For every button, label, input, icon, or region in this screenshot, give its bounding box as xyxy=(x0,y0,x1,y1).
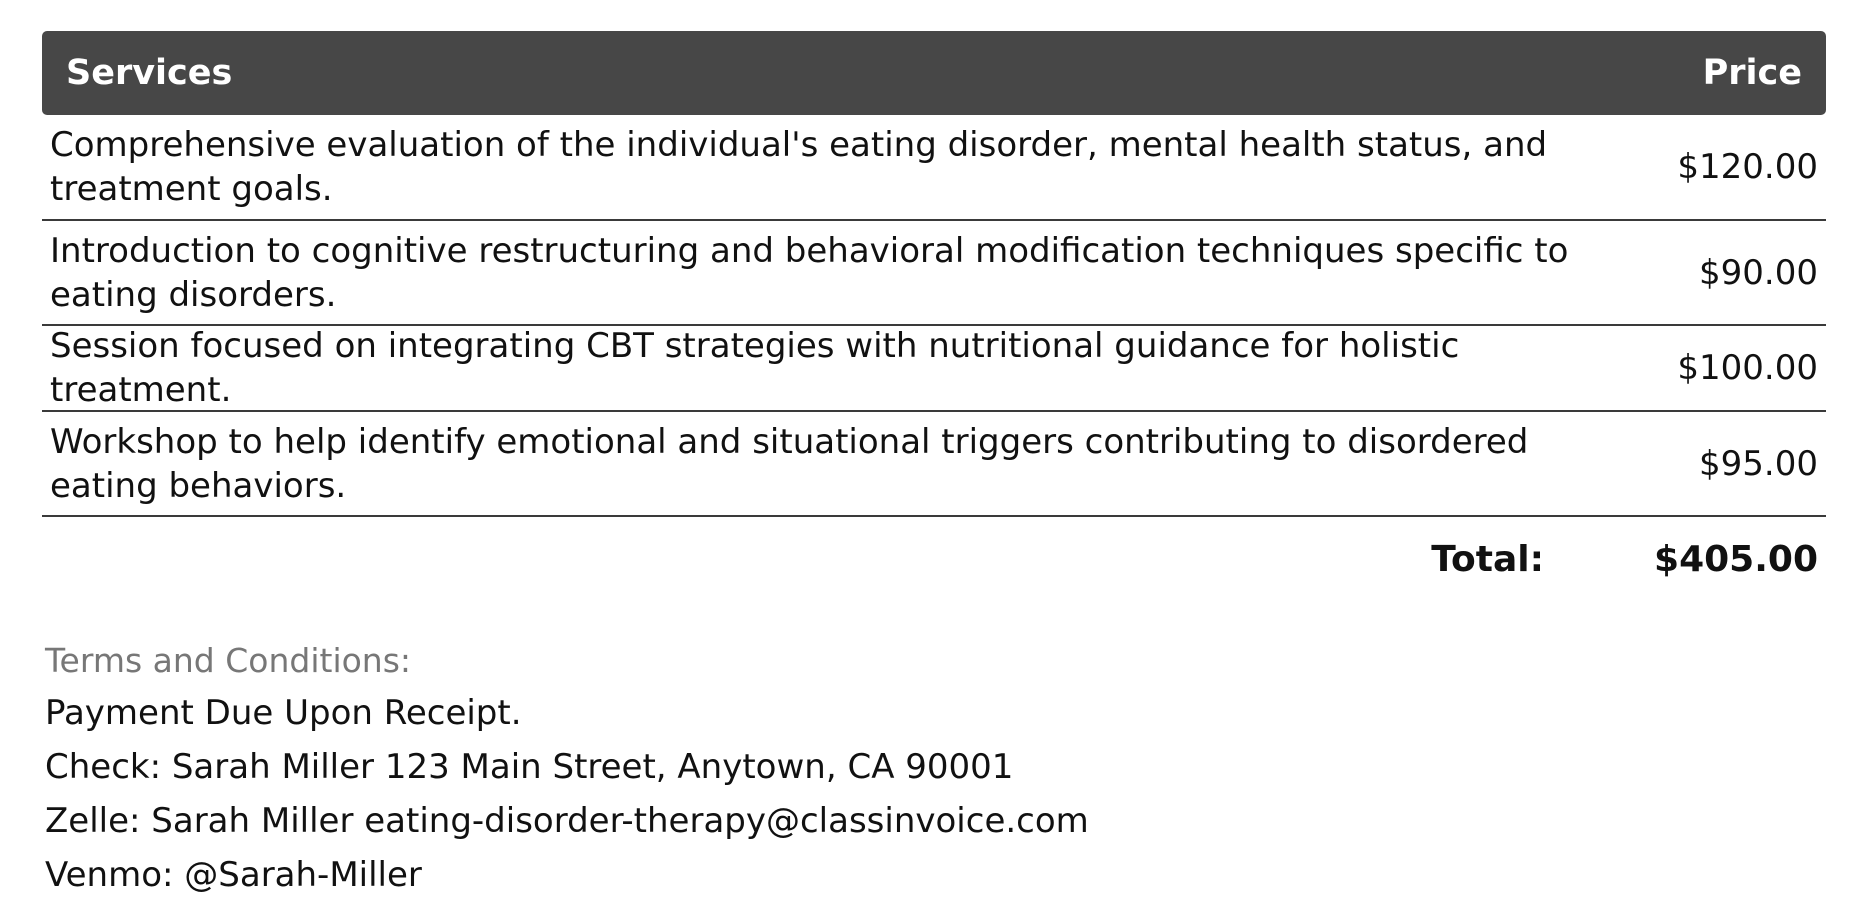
table-row xyxy=(42,115,1826,221)
service-description: Workshop to help identify emotional and situational triggers contributing to disordered eating behaviors. xyxy=(50,421,1529,506)
services-column-header: Services xyxy=(66,53,233,93)
terms-title: Terms and Conditions: xyxy=(45,641,412,680)
service-price: $100.00 xyxy=(1677,348,1818,388)
service-description: Comprehensive evaluation of the individual's eating disorder, mental health status, and treatment goals. xyxy=(50,125,1548,209)
zelle-payment-info: Zelle: Sarah Miller eating-disorder-therapy@classinvoice.com xyxy=(45,801,1089,841)
table-row xyxy=(42,412,1826,517)
service-description: Introduction to cognitive restructuring and behavioral modification techniques specific to eating disorders. xyxy=(50,230,1569,315)
payment-terms: Payment Due Upon Receipt. xyxy=(45,693,522,733)
service-rows xyxy=(42,115,1826,517)
service-price: $120.00 xyxy=(1677,147,1818,187)
venmo-payment-info: Venmo: @Sarah-Miller xyxy=(45,855,422,895)
total-label: Total: xyxy=(1431,538,1545,580)
table-row xyxy=(42,221,1826,326)
check-payment-info: Check: Sarah Miller 123 Main Street, Anytown, CA 90001 xyxy=(45,747,1014,787)
service-description: Session focused on integrating CBT strategies with nutritional guidance for holistic treatment. xyxy=(50,326,1460,410)
invoice-services-table xyxy=(42,31,1826,601)
price-column-header: Price xyxy=(1702,53,1802,93)
service-price: $90.00 xyxy=(1699,252,1818,293)
total-row xyxy=(42,517,1826,601)
service-price: $95.00 xyxy=(1699,443,1818,484)
total-value: $405.00 xyxy=(1654,538,1818,580)
table-row xyxy=(42,326,1826,412)
table-header xyxy=(42,31,1826,115)
terms-section xyxy=(45,636,1745,902)
